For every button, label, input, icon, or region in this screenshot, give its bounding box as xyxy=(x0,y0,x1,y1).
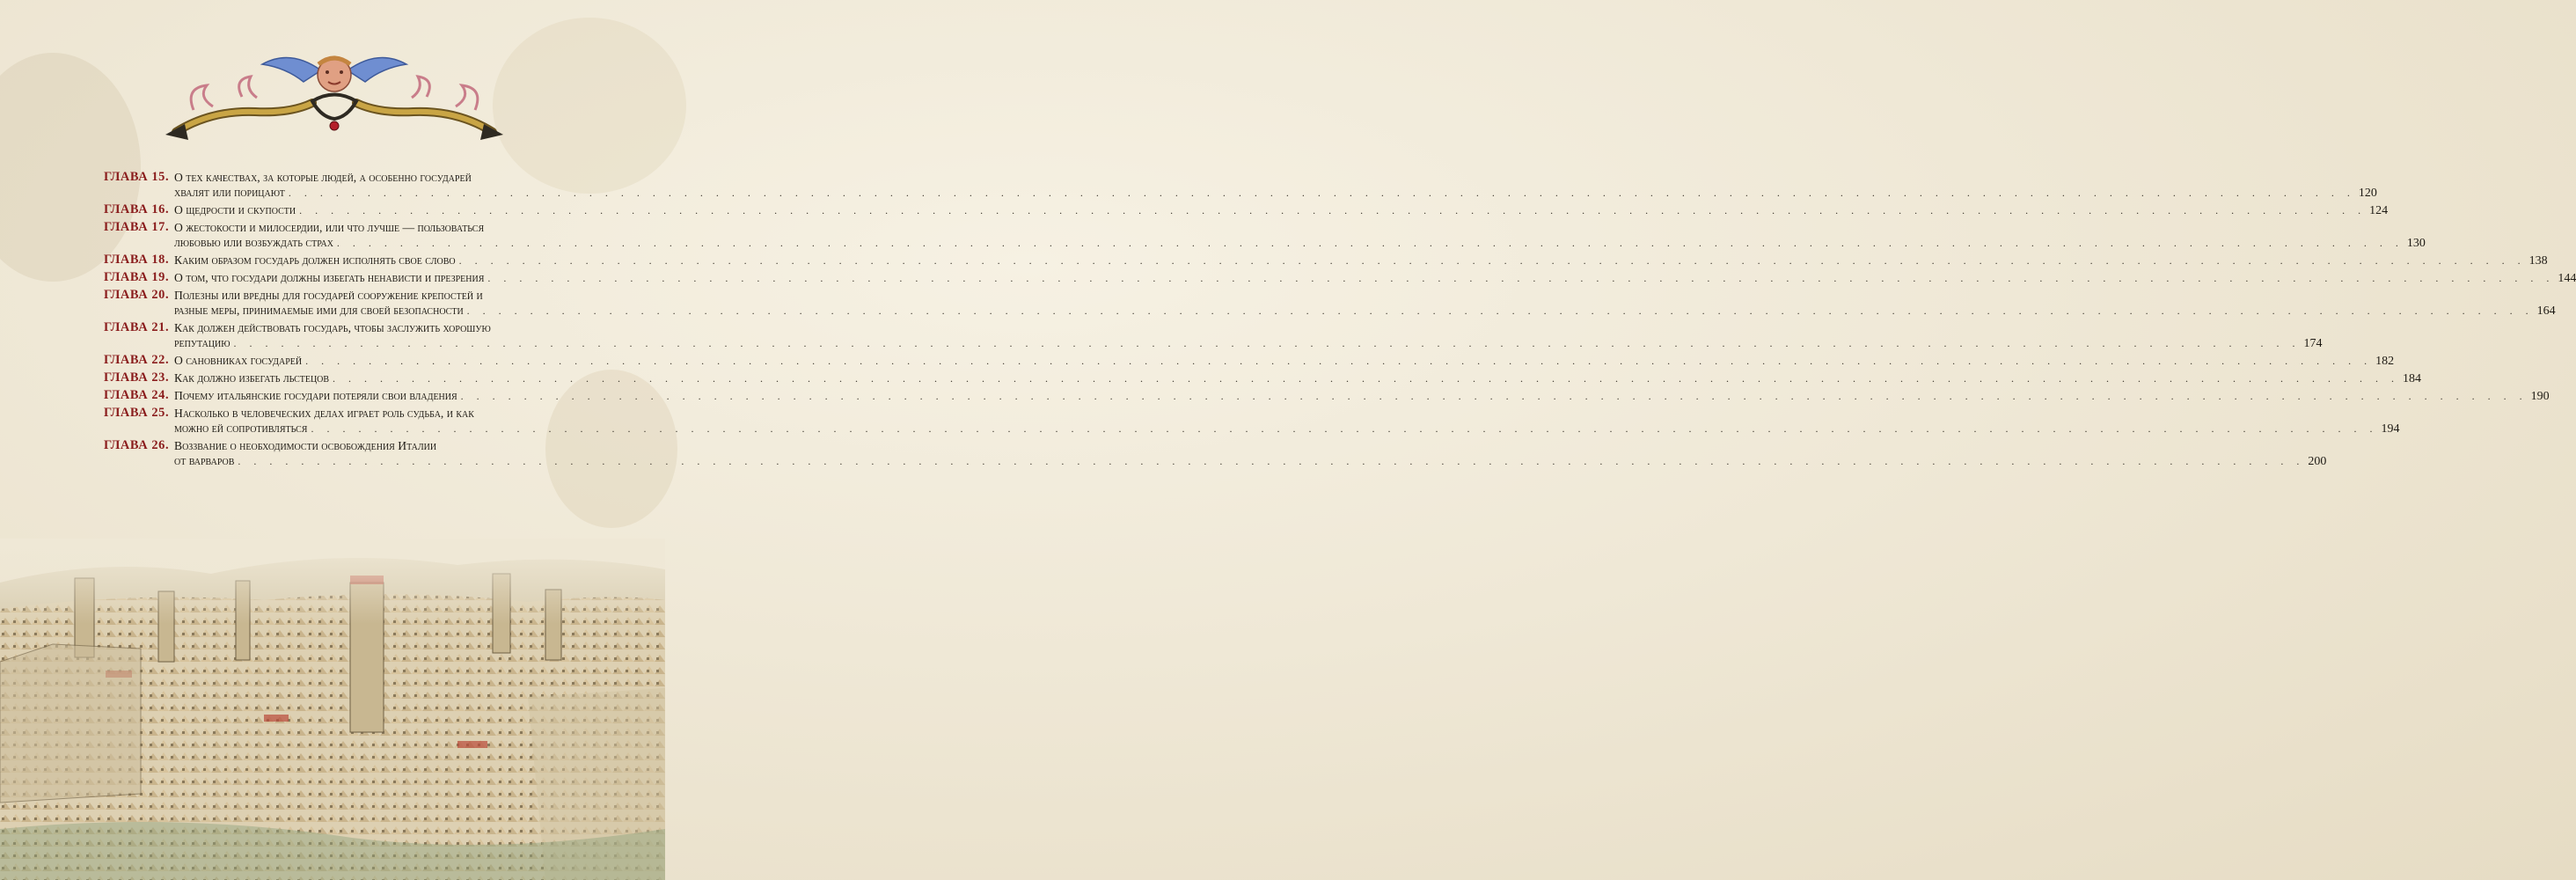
right-scroll xyxy=(356,77,503,140)
title-text: Насколько в человеческих делах играет роль судьба, и как xyxy=(174,407,474,420)
chapter-title-line xyxy=(174,388,2550,404)
chapter-title-line xyxy=(174,335,2323,351)
left-scroll xyxy=(165,77,312,140)
table-of-contents xyxy=(104,170,2576,471)
page-number: 130 xyxy=(2406,237,2426,250)
chapter-title-line xyxy=(174,453,2326,469)
chapter-title xyxy=(174,388,2550,404)
dot-leader xyxy=(234,336,2301,351)
dot-leader xyxy=(289,186,2355,201)
title-text: любовью или возбуждать страх xyxy=(174,236,333,249)
chapter-title xyxy=(174,270,2576,286)
chapter-title-line xyxy=(174,421,2399,436)
title-text: репутацию xyxy=(174,336,231,349)
page-number: 138 xyxy=(2528,254,2548,268)
chapter-label: ГЛАВА 15. xyxy=(104,170,170,184)
chapter-title-line xyxy=(174,270,2576,286)
chapter-label: ГЛАВА 22. xyxy=(104,353,170,367)
dot-leader xyxy=(467,304,2534,319)
title-text: хвалят или порицают xyxy=(174,186,285,199)
dot-leader xyxy=(305,354,2372,369)
title-text: О жестокости и милосердии, или что лучше — пользоваться xyxy=(174,221,485,234)
chapter-title-line xyxy=(174,235,2426,251)
page-number: 164 xyxy=(2536,304,2556,318)
toc-entry xyxy=(104,288,2556,319)
toc-entry xyxy=(104,406,2400,436)
chapter-title-line xyxy=(174,303,2556,319)
chapter-label: ГЛАВА 26. xyxy=(104,438,170,452)
toc-entry xyxy=(104,370,2421,386)
chapter-title xyxy=(174,320,2323,351)
toc-entry xyxy=(104,388,2550,404)
chapter-title-line xyxy=(174,370,2421,386)
toc-entry xyxy=(104,438,2327,469)
chapter-label: ГЛАВА 21. xyxy=(104,320,170,334)
page-number: 120 xyxy=(2358,187,2377,200)
chapter-label: ГЛАВА 23. xyxy=(104,370,170,385)
page-number: 200 xyxy=(2308,455,2327,468)
dot-leader xyxy=(333,371,2399,386)
title-text: разные меры, принимаемые ими для своей безопасности xyxy=(174,304,464,317)
chapter-title xyxy=(174,353,2394,369)
dot-leader xyxy=(238,454,2304,469)
chapter-title-line xyxy=(174,170,2377,185)
chapter-label: ГЛАВА 19. xyxy=(104,270,170,284)
page-number: 144 xyxy=(2558,272,2576,285)
title-text: от варваров xyxy=(174,454,235,467)
page-number: 184 xyxy=(2403,372,2421,385)
title-text: Воззвание о необходимости освобождения Италии xyxy=(174,439,437,452)
chapter-title-line xyxy=(174,185,2377,201)
toc-entry xyxy=(104,320,2323,351)
chapter-title-line xyxy=(174,202,2388,218)
page-number: 190 xyxy=(2530,390,2550,403)
chapter-label: ГЛАВА 25. xyxy=(104,406,170,420)
chapter-title xyxy=(174,370,2421,386)
toc-entry xyxy=(104,253,2548,268)
chapter-label: ГЛАВА 24. xyxy=(104,388,170,402)
chapter-title-line xyxy=(174,220,2426,235)
title-text: О щедрости и скупости xyxy=(174,203,296,216)
title-text: О том, что государи должны избегать ненависти и презрения xyxy=(174,271,485,284)
toc-entry xyxy=(104,270,2576,286)
page-number: 124 xyxy=(2369,204,2389,217)
title-text: Почему итальянские государи потеряли свои владения xyxy=(174,389,457,402)
dot-leader xyxy=(311,422,2377,436)
toc-entry xyxy=(104,220,2426,251)
page-number: 182 xyxy=(2375,355,2395,368)
chapter-title-line xyxy=(174,253,2548,268)
title-text: О тех качествах, за которые людей, а особенно государей xyxy=(174,171,472,184)
chapter-title-line xyxy=(174,353,2394,369)
chapter-title-line xyxy=(174,438,2326,453)
parchment-stain xyxy=(493,18,686,194)
dot-leader xyxy=(299,203,2366,218)
chapter-title xyxy=(174,288,2556,319)
title-text: Как должен действовать государь, чтобы заслужить хорошую xyxy=(174,321,491,334)
page-number: 174 xyxy=(2303,337,2323,350)
chapter-title xyxy=(174,220,2426,251)
title-text: Полезны или вредны для государей сооружение крепостей и xyxy=(174,289,483,302)
dot-leader xyxy=(487,271,2554,286)
chapter-title xyxy=(174,438,2326,469)
chapter-label: ГЛАВА 20. xyxy=(104,288,170,302)
chapter-title xyxy=(174,202,2388,218)
cherub-ornament xyxy=(158,48,510,154)
chapter-title xyxy=(174,253,2548,268)
chapter-title-line xyxy=(174,406,2399,421)
chapter-label: ГЛАВА 17. xyxy=(104,220,170,234)
chapter-title xyxy=(174,170,2377,201)
toc-entry xyxy=(104,170,2377,201)
page-number: 194 xyxy=(2381,422,2400,436)
dot-leader xyxy=(337,236,2404,251)
chapter-title xyxy=(174,406,2399,436)
chapter-title-line xyxy=(174,320,2323,335)
chapter-label: ГЛАВА 16. xyxy=(104,202,170,216)
toc-entry xyxy=(104,202,2389,218)
title-text: Как должно избегать льстецов xyxy=(174,371,329,385)
city-engraving xyxy=(0,539,665,880)
chapter-title-line xyxy=(174,288,2556,303)
chapter-label: ГЛАВА 18. xyxy=(104,253,170,267)
dot-leader xyxy=(461,389,2528,404)
title-text: О сановниках государей xyxy=(174,354,303,367)
dot-leader xyxy=(459,253,2526,268)
title-text: можно ей сопротивляться xyxy=(174,422,308,435)
title-text: Каким образом государь должен исполнять свое слово xyxy=(174,253,456,267)
ruby-gem xyxy=(330,121,339,130)
toc-entry xyxy=(104,353,2395,369)
